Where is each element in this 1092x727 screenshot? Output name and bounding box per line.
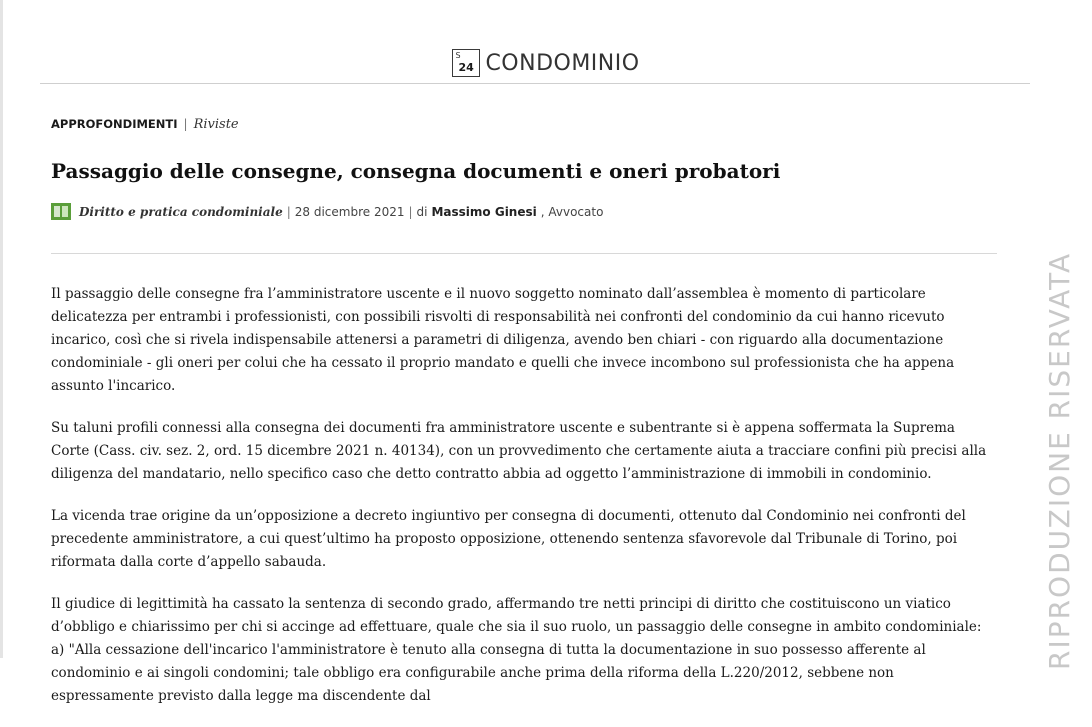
byline — [51, 203, 603, 220]
subcategory-label[interactable]: Riviste — [193, 117, 239, 132]
brand-name[interactable]: CONDOMINIO — [485, 50, 640, 76]
paragraph: Il passaggio delle consegne fra l’amministratore uscente e il nuovo soggetto nominato dall’assemblea è momento di particolare delicatezza per entrambi i professionisti, con possibili risvolti di responsabilità nei confronti del condominio da cui hanno ricevuto incarico, così che si rivela indispensabile attenersi a parametri di diligenza, avendo ben chiari - con riguardo alla documentazione condominiale - gli oneri per colui che ha cessato il proprio mandato e quelli che invece incombono sul professionista che ha appena assunto l'incarico. — [51, 286, 955, 394]
category-label[interactable]: APPROFONDIMENTI — [51, 117, 178, 131]
byline-separator: | — [286, 204, 291, 219]
author-role: , Avvocato — [540, 204, 604, 219]
masthead — [0, 46, 1092, 80]
page-edge — [0, 0, 3, 658]
article-kicker — [51, 117, 239, 132]
paragraph: La vicenda trae origine da un’opposizione a decreto ingiuntivo per consegna di documenti, ottenuto dal Condominio nei confronti del precedente amministratore, a cui quest’ultimo ha proposto opposizione, ottenendo sentenza sfavorevole dal Tribunale di Torino, poi riformata dalla corte d’appello sabauda. — [51, 508, 966, 570]
paragraph: Su taluni profili connessi alla consegna dei documenti fra amministratore uscente e subentrante si è appena soffermata la Suprema Corte (Cass. civ. sez. 2, ord. 15 dicembre 2021 n. 40134), con un provvedimento che certamente aiuta a tracciare confini più precisi alla diligenza del mandatario, nello specifico caso che detto contratto abbia ad oggetto l’amministrazione di immobili in condominio. — [51, 420, 987, 482]
publication-name[interactable]: Diritto e pratica condominiale — [79, 204, 283, 219]
article-title: Passaggio delle consegne, consegna documenti e oneri probatori — [51, 159, 781, 183]
paragraph: Il giudice di legittimità ha cassato la sentenza di secondo grado, affermando tre netti principi di diritto che costituiscono un viatico d’obbligo e chiarissimo per chi si accinge ad effettuare, quale che sia il suo ruolo, un passaggio delle consegne in ambito condominiale: a) "Alla cessazione dell'incarico l'amministratore è tenuto alla consegna di tutta la documentazione in suo possesso afferente al condominio e ai singoli condomini; tale obbligo era configurabile anche prima della riforma della L.220/2012, sebbene non espressamente previsto dalla legge ma discendente dal — [51, 596, 982, 704]
logo-letter: S — [455, 51, 461, 60]
s24-logo[interactable] — [452, 49, 480, 77]
publication-icon — [51, 203, 71, 220]
publish-date: 28 dicembre 2021 — [294, 204, 405, 219]
byline-separator: | — [408, 204, 413, 219]
header-divider — [40, 83, 1030, 84]
kicker-separator: | — [183, 117, 188, 131]
author-prefix: di — [416, 204, 428, 219]
article-body — [51, 283, 991, 727]
watermark-text: RIPRODUZIONE RISERVATA — [1043, 251, 1076, 670]
logo-number: 24 — [458, 61, 474, 74]
byline-divider — [51, 253, 997, 254]
author-name[interactable]: Massimo Ginesi — [431, 204, 537, 219]
